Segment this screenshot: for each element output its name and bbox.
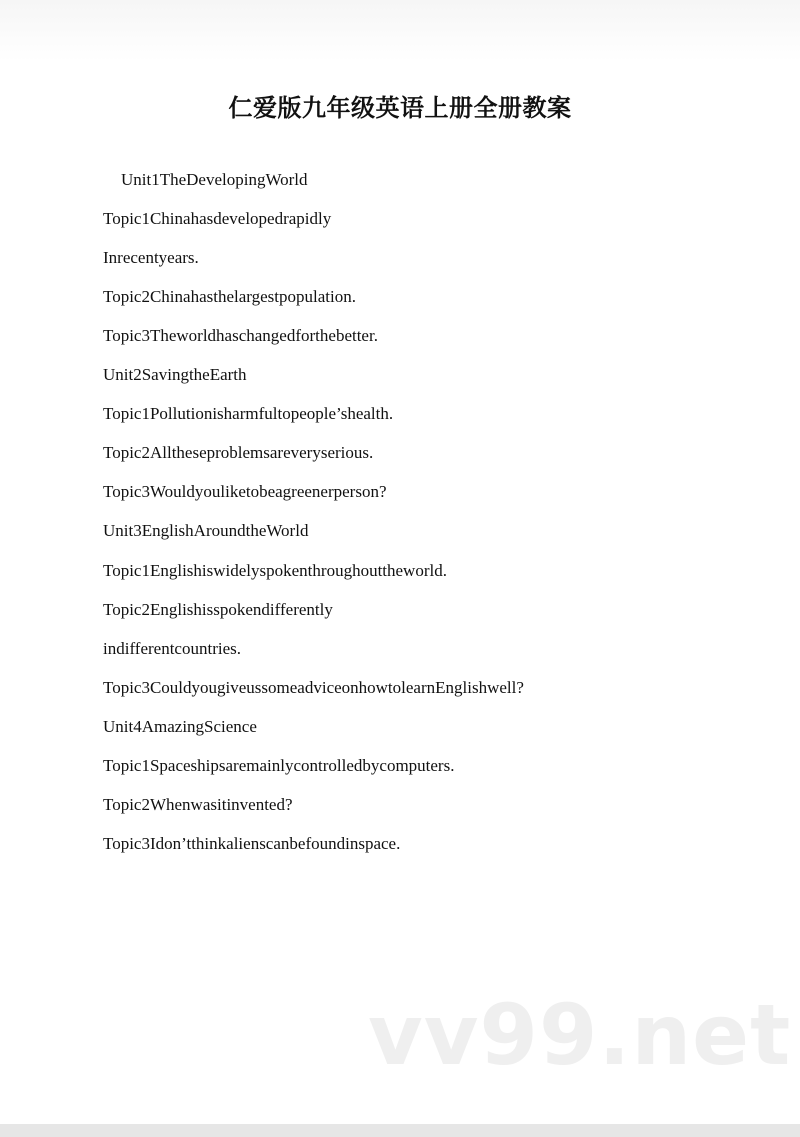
toc-line: Inrecentyears. — [103, 248, 199, 267]
toc-line: Topic1Spaceshipsaremainlycontrolledbycomputers. — [103, 756, 455, 775]
toc-line: indifferentcountries. — [103, 639, 242, 658]
toc-line: Topic1Pollutionisharmfultopeople’shealth. — [103, 404, 394, 423]
toc-line: Topic3Idon’tthinkalienscanbefoundinspace. — [103, 834, 401, 853]
toc-line: Topic2Alltheseproblemsareveryserious. — [103, 443, 374, 462]
toc-line: Unit2SavingtheEarth — [103, 365, 247, 384]
document-title: 仁爱版九年级英语上册全册教案 — [228, 94, 572, 122]
toc-line: Topic1Englishiswidelyspokenthroughouttheworld. — [103, 561, 447, 580]
toc-line: Unit3EnglishAroundtheWorld — [103, 521, 309, 540]
toc-line: Topic3Wouldyouliketobeagreenerperson? — [103, 482, 387, 501]
toc-line: Topic2Englishisspokendifferently — [103, 600, 333, 619]
watermark: vv99.net — [368, 986, 792, 1084]
toc-line: Topic1Chinahasdevelopedrapidly — [103, 209, 332, 228]
toc-line: Unit4AmazingScience — [103, 717, 257, 736]
toc-line: Topic3CouldyougiveussomeadviceonhowtolearnEnglishwell? — [103, 678, 524, 697]
toc-line: Topic3Theworldhaschangedforthebetter. — [103, 326, 378, 345]
toc-line: Unit1TheDevelopingWorld — [121, 170, 308, 189]
page-bottom-edge — [0, 1124, 800, 1137]
toc-line: Topic2Whenwasitinvented? — [103, 795, 293, 814]
toc-line: Topic2Chinahasthelargestpopulation. — [103, 287, 356, 306]
